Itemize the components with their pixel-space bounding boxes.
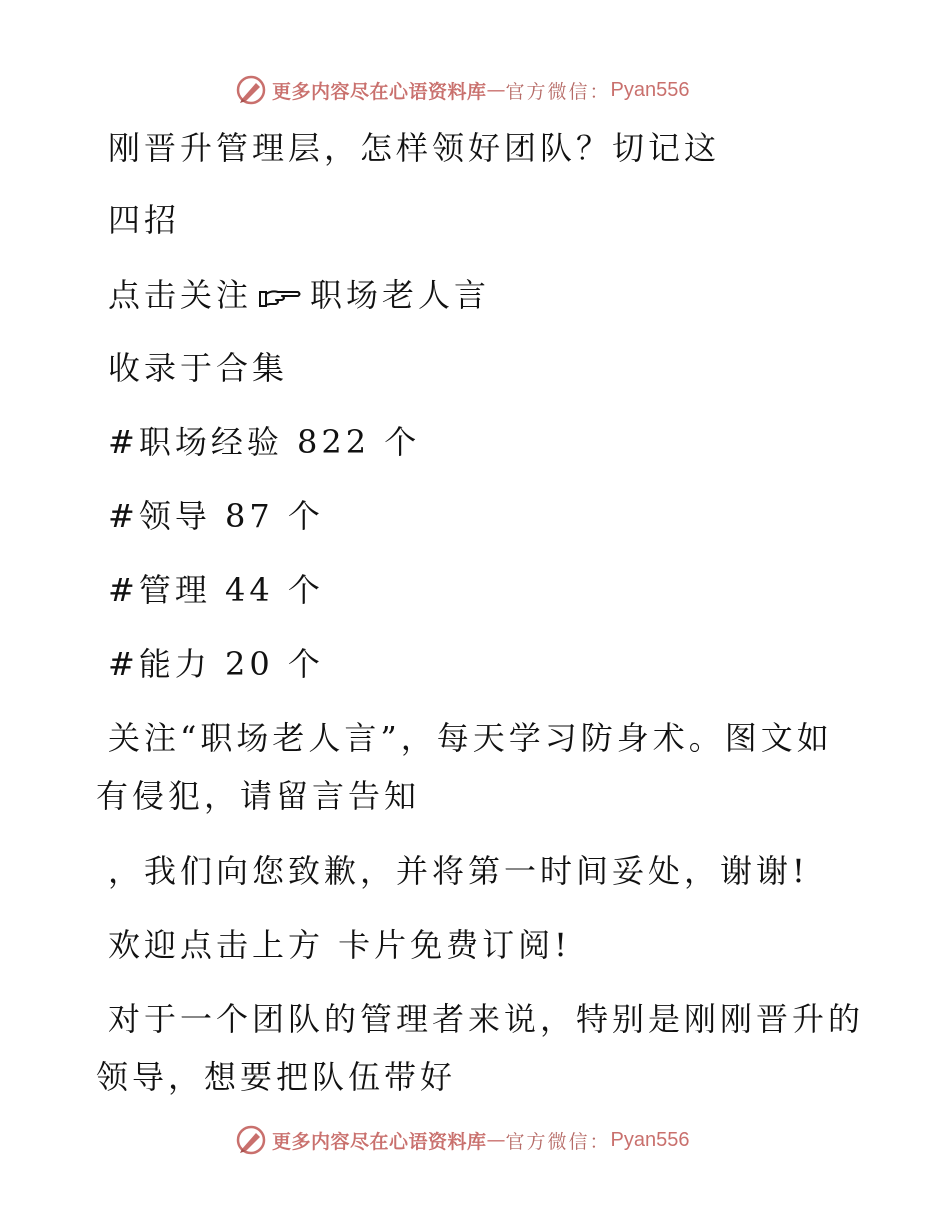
watermark-header: [236, 72, 690, 108]
watermark-site-text: 更多内容尽在心语资料库: [272, 1130, 487, 1153]
pen-logo-icon: [236, 1125, 266, 1155]
watermark-label: 官方微信：: [505, 80, 611, 103]
notice-line1: 关注“职场老人言”，每天学习防身术。图文如: [108, 719, 833, 757]
watermark-separator: —: [486, 79, 506, 101]
tag-item-ability[interactable]: #能力 20 个: [108, 645, 324, 683]
article-title-line1: 刚晋升管理层，怎样领好团队？切记这: [108, 129, 721, 167]
tag-item-career-experience[interactable]: #职场经验 822 个: [108, 423, 421, 461]
pen-logo-icon: [236, 75, 266, 105]
follow-prefix: 点击关注: [108, 276, 253, 314]
subscribe-line: 欢迎点击上方 卡片免费订阅!: [108, 926, 572, 964]
pointing-hand-icon: [258, 286, 302, 310]
tag-item-management[interactable]: #管理 44 个: [108, 571, 324, 609]
watermark-separator: —: [486, 1129, 506, 1151]
notice-line2: 有侵犯，请留言告知: [96, 777, 421, 815]
watermark-site-text: 更多内容尽在心语资料库: [272, 80, 487, 103]
watermark-footer: [236, 1122, 690, 1158]
tag-item-leader[interactable]: #领导 87 个: [108, 497, 324, 535]
notice-line3: ，我们向您致歉，并将第一时间妥处，谢谢!: [108, 852, 809, 890]
follow-account-link[interactable]: 职场老人言: [310, 276, 491, 314]
watermark-label: 官方微信：: [505, 1130, 611, 1153]
body-line2: 领导，想要把队伍带好: [96, 1058, 457, 1096]
watermark-wechat-id: Pyan556: [610, 1128, 690, 1151]
article-title-line2: 四招: [108, 201, 181, 239]
follow-line: [108, 275, 490, 315]
body-line1: 对于一个团队的管理者来说，特别是刚刚晋升的: [108, 1000, 865, 1038]
watermark-wechat-id: Pyan556: [610, 78, 690, 101]
collection-label: 收录于合集: [108, 349, 289, 387]
